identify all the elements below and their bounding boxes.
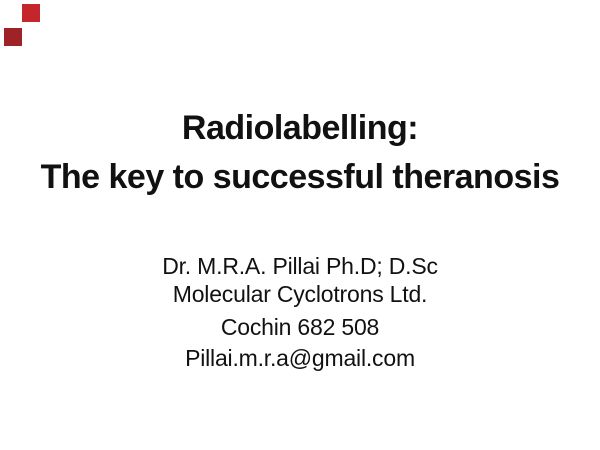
subtitle-location: Cochin 682 508 (220, 314, 380, 340)
corner-accent-square-lower (4, 28, 22, 46)
title-line-2: The key to successful theranosis (40, 158, 560, 196)
subtitle-author: Dr. M.R.A. Pillai Ph.D; D.Sc (162, 253, 438, 279)
title-line-1: Radiolabelling: (181, 109, 419, 147)
corner-accent-square-upper (22, 4, 40, 22)
subtitle-email: Pillai.m.r.a@gmail.com (185, 345, 415, 371)
subtitle-company: Molecular Cyclotrons Ltd. (172, 281, 428, 307)
slide-subtitle (0, 252, 600, 373)
slide-title (0, 104, 600, 202)
